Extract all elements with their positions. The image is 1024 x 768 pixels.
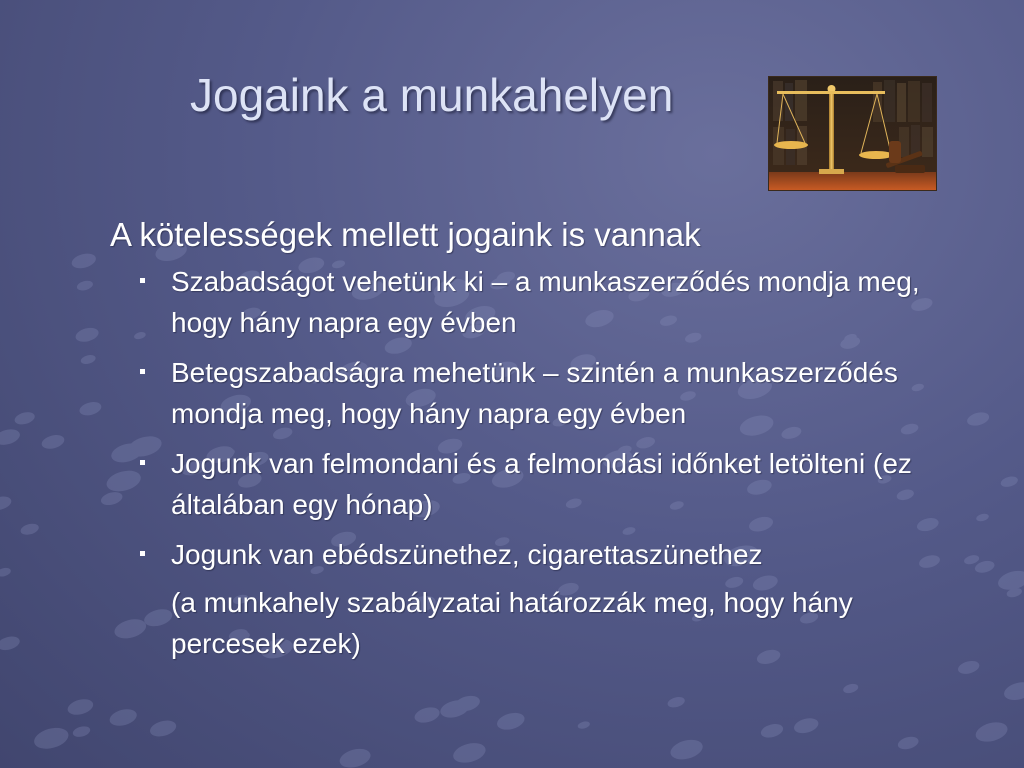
- square-bullet-icon: [140, 551, 145, 556]
- slide-title: Jogaink a munkahelyen: [190, 69, 674, 121]
- list-item-text: Jogunk van felmondani és a felmondási időnket letölteni (ez általában egy hónap): [171, 448, 912, 520]
- scales-of-justice-image: [768, 76, 937, 191]
- list-item-text: Betegszabadságra mehetünk – szintén a munkaszerződés mondja meg, hogy hány napra egy évben: [171, 357, 898, 429]
- list-item-text: Szabadságot vehetünk ki – a munkaszerződés mondja meg, hogy hány napra egy évben: [171, 266, 920, 338]
- lead-text: A kötelességek mellett jogaink is vannak: [110, 216, 701, 253]
- list-item: [171, 352, 950, 434]
- square-bullet-icon: [140, 460, 145, 465]
- slide-body: [110, 215, 950, 664]
- list-item-text: Jogunk van ebédszünethez, cigarettaszünethez: [171, 539, 763, 570]
- bullet-list: [110, 261, 950, 575]
- note-text: (a munkahely szabályzatai határozzák meg, hogy hány percesek ezek): [171, 587, 853, 659]
- list-item: [171, 443, 950, 525]
- list-item: [171, 534, 950, 575]
- square-bullet-icon: [140, 278, 145, 283]
- square-bullet-icon: [140, 369, 145, 374]
- list-item: [171, 261, 950, 343]
